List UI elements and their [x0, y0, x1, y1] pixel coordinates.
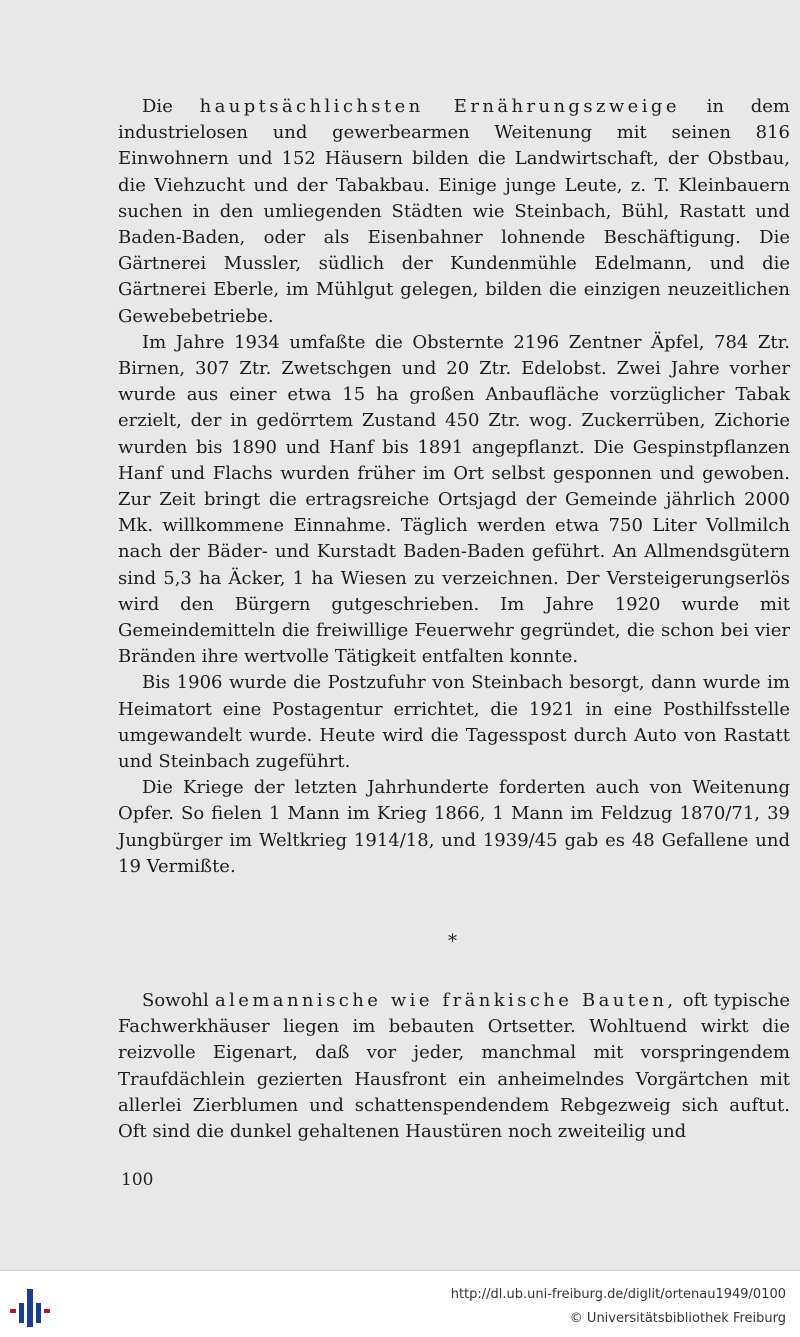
paragraph-1-text: in dem industrielosen und gewerbearmen Weitenung mit seinen 816 Einwohnern und 152 Häusern bilden die Landwirtschaft, der Obstbau, die Viehzucht und der Tabakbau. Einige junge Leute, z. T. Kleinbauern suchen in den umliegenden Städten wie Steinbach, Bühl, Rastatt und Baden-Baden, oder als Eisenbahner lohnende Beschäftigung. Die Gärtnerei Mussler, südlich der Kundenmühle Edelmann, und die Gärtnerei Eberle, im Mühlgut gelegen, bilden die einzigen neuzeitlichen Gewebebetriebe.	[118, 96, 790, 327]
library-footer	[0, 1270, 800, 1337]
paragraph-1-emphasis: hauptsächlichsten Ernährungszweige	[199, 96, 680, 117]
paragraph-1-lead: Die	[142, 96, 173, 117]
paragraph-5-lead: Sowohl	[142, 990, 209, 1011]
section-separator: *	[448, 931, 457, 952]
university-library-logo-icon	[8, 1285, 52, 1331]
copyright-notice: © Universitätsbibliothek Freiburg	[569, 1311, 786, 1326]
section-1	[118, 94, 790, 880]
paragraph-4: Die Kriege der letzten Jahrhunderte forderten auch von Weitenung Opfer. So fielen 1 Mann im Krieg 1866, 1 Mann im Feldzug 1870/71, 39 Jungbürger im Weltkrieg 1914/18, und 1939/45 gab es 48 Gefallene und 19 Vermißte.	[118, 777, 790, 877]
paragraph-2: Im Jahre 1934 umfaßte die Obsternte 2196 Zentner Äpfel, 784 Ztr. Birnen, 307 Ztr. Zwetschgen und 20 Ztr. Edelobst. Zwei Jahre vorher wurde aus einer etwa 15 ha großen Anbaufläche vorzüglicher Tabak erzielt, der in gedörrtem Zustand 450 Ztr. wog. Zuckerrüben, Zichorie wurden bis 1890 und Hanf bis 1891 angepflanzt. Die Gespinstpflanzen Hanf und Flachs wurden früher im Ort selbst gesponnen und gewoben. Zur Zeit bringt die ertragsreiche Ortsjagd der Gemeinde jährlich 2000 Mk. willkommene Einnahme. Täglich werden etwa 750 Liter Vollmilch nach der Bäder- und Kurstadt Baden-Baden geführt. An Allmendsgütern sind 5,3 ha Äcker, 1 ha Wiesen zu verzeichnen. Der Versteigerungserlös wird den Bürgern gutgeschrieben. Im Jahre 1920 wurde mit Gemeindemitteln die freiwillige Feuerwehr gegründet, die schon bei vier Bränden ihre wertvolle Tätigkeit entfalten konnte.	[118, 331, 790, 668]
source-url-link[interactable]: http://dl.ub.uni-freiburg.de/diglit/ortenau1949/0100	[450, 1287, 786, 1302]
paragraph-5	[118, 988, 790, 1145]
page-number: 100	[121, 1170, 154, 1190]
paragraph-5-text: oft typische Fachwerkhäuser liegen im bebauten Ortsetter. Wohltuend wirkt die reizvolle Eigenart, daß vor jeder, manchmal mit vorspringendem Traufdächlein gezierten Hausfront ein anheimelndes Vorgärtchen mit allerlei Zierblumen und schattenspendendem Rebgezweig sich auftut. Oft sind die dunkel gehaltenen Haustüren noch zweiteilig und	[118, 990, 790, 1143]
section-2	[118, 988, 790, 1145]
paragraph-3: Bis 1906 wurde die Postzufuhr von Steinbach besorgt, dann wurde im Heimatort eine Postagentur errichtet, die 1921 in eine Posthilfsstelle umgewandelt wurde. Heute wird die Tagesspost durch Auto von Rastatt und Steinbach zugeführt.	[118, 672, 790, 773]
paragraph-5-emphasis: alemannische wie fränkische Bauten,	[215, 990, 677, 1011]
paragraph-1	[118, 94, 790, 330]
